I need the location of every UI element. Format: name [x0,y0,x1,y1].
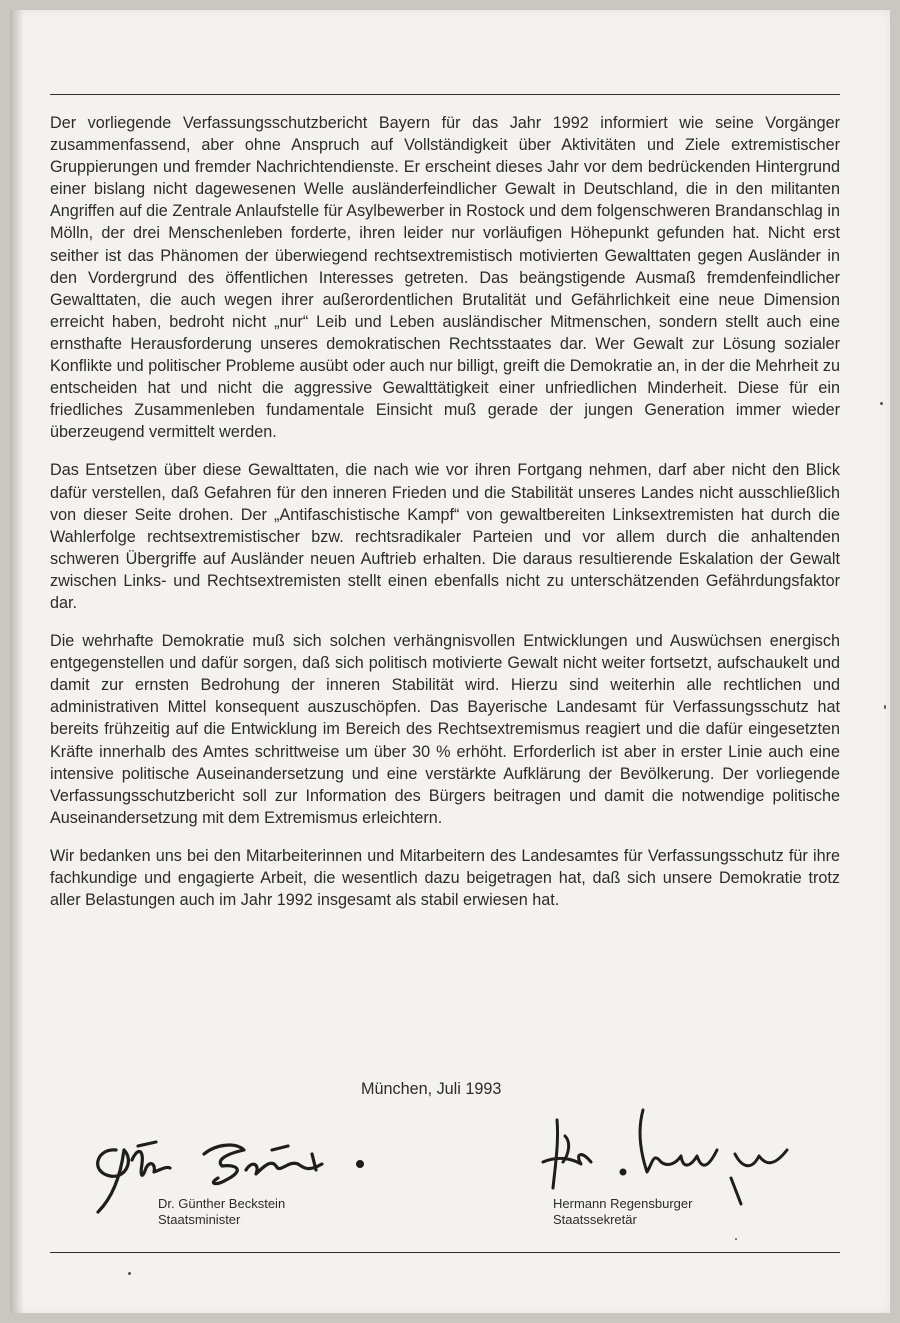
signatory-right [553,1196,692,1228]
paper-speck [735,1238,737,1240]
signature-right-image [535,1092,815,1212]
signatory-right-title: Staatssekretär [553,1212,637,1227]
paragraph-1: Der vorliegende Verfassungsschutzbericht Bayern für das Jahr 1992 informiert wie seine Vorgänger zusammenfassend, aber ohne Anspruch auf Vollständigkeit über Aktivitäten und Ziele extremistischer Gruppierungen und fremder Nachrichtendienste. Er erscheint dieses Jahr vor dem bedrückenden Hintergrund einer bislang nicht dagewesenen Welle ausländerfeindlicher Gewalt in Deutschland, die in den militanten Angriffen auf die Zentrale Anlaufstelle für Asylbewerber in Rostock und dem folgenschweren Brandanschlag in Mölln, der drei Menschenleben forderte, ihren leider nur vorläufigen Höhepunkt gefunden hat. Nicht erst seither ist das Phänomen der überwiegend rechtsextremistisch motivierten Gewalttaten gegen Ausländer in den Vordergrund des öffentlichen Interesses getreten. Das beängstigende Ausmaß fremdenfeindlicher Gewalttaten, die auch wegen ihrer außerordentlichen Brutalität und Gefährlichkeit eine neue Dimension erreicht haben, bedroht nicht „nur“ Leib und Leben ausländischer Mitmenschen, sondern stellt auch eine ernsthafte Herausforderung unseres demokratischen Rechtsstaates dar. Wer Gewalt zur Lösung sozialer Konflikte und politischer Probleme ausübt oder auch nur billigt, greift die Demokratie an, in der die Mehrheit zu entscheiden hat und nicht die aggressive Gewalttätigkeit einer unfriedlichen Minderheit. Diese für ein friedliches Zusammenleben fundamentale Einsicht muß gerade der jungen Generation immer wieder überzeugend vermittelt werden. [50,114,840,442]
signatory-left [158,1196,285,1228]
page-edge-shadow [10,10,24,1313]
paragraph-4: Wir bedanken uns bei den Mitarbeiterinnen und Mitarbeitern des Landesamtes für Verfassungsschutz für ihre fachkundige und engagierte Arbeit, die wesentlich dazu beigetragen hat, daß sich unsere Demokratie trotz aller Belastungen auch im Jahr 1992 insgesamt als stabil erwiesen hat. [50,846,840,910]
signatory-right-name: Hermann Regensburger [553,1196,693,1211]
paper-speck [884,705,886,709]
paragraph-3: Die wehrhafte Demokratie muß sich solchen verhängnisvollen Entwicklungen und Auswüchsen energisch entgegenstellen und dafür sorgen, daß sich politisch motivierte Gewalt nicht weiter fortsetzt, aufschaukelt und damit zur ernsten Bedrohung der inneren Stabilität wird. Hierzu sind weiterhin alle rechtlichen und administrativen Mittel konsequent auszuschöpfen. Das Bayerische Landesamt für Verfassungsschutz hat bereits frühzeitig auf die Entwicklung im Bereich des Rechtsextremismus reagiert und die dafür eingesetzten Kräfte innerhalb des Amtes schrittweise um über 30 % erhöht. Erforderlich ist aber in erster Linie auch eine intensive politische Auseinandersetzung und eine verstärkte Aufklärung der Bevölkerung. Der vorliegende Verfassungsschutzbericht soll zur Information des Bürgers beitragen und damit die notwendige politische Auseinandersetzung mit dem Extremismus erleichtern. [50,632,840,827]
foreword-body [50,112,840,927]
paper-speck [128,1272,131,1275]
bottom-rule [50,1252,840,1253]
signatory-left-title: Staatsminister [158,1212,241,1227]
place-date: München, Juli 1993 [361,1080,502,1098]
document-page [10,10,890,1313]
signatory-left-name: Dr. Günther Beckstein [158,1196,286,1211]
top-rule [50,94,840,95]
paper-speck [880,402,883,405]
paragraph-2: Das Entsetzen über diese Gewalttaten, die nach wie vor ihren Fortgang nehmen, darf aber nicht den Blick dafür verstellen, daß Gefahren für den inneren Frieden und die Stabilität unseres Landes nicht ausschließlich von dieser Seite drohen. Der „Antifaschistische Kampf“ von gewaltbereiten Linksextremisten hat durch die Wahlerfolge rechtsextremistischer bzw. rechtsradikaler Parteien und vor allem durch die anhaltenden schweren Übergriffe auf Ausländer neuen Auftrieb erhalten. Die daraus resultierende Eskalation der Gewalt zwischen Links- und Rechtsextremisten stellt einen ebenfalls nicht zu unterschätzenden Gefährdungsfaktor dar. [50,461,840,612]
